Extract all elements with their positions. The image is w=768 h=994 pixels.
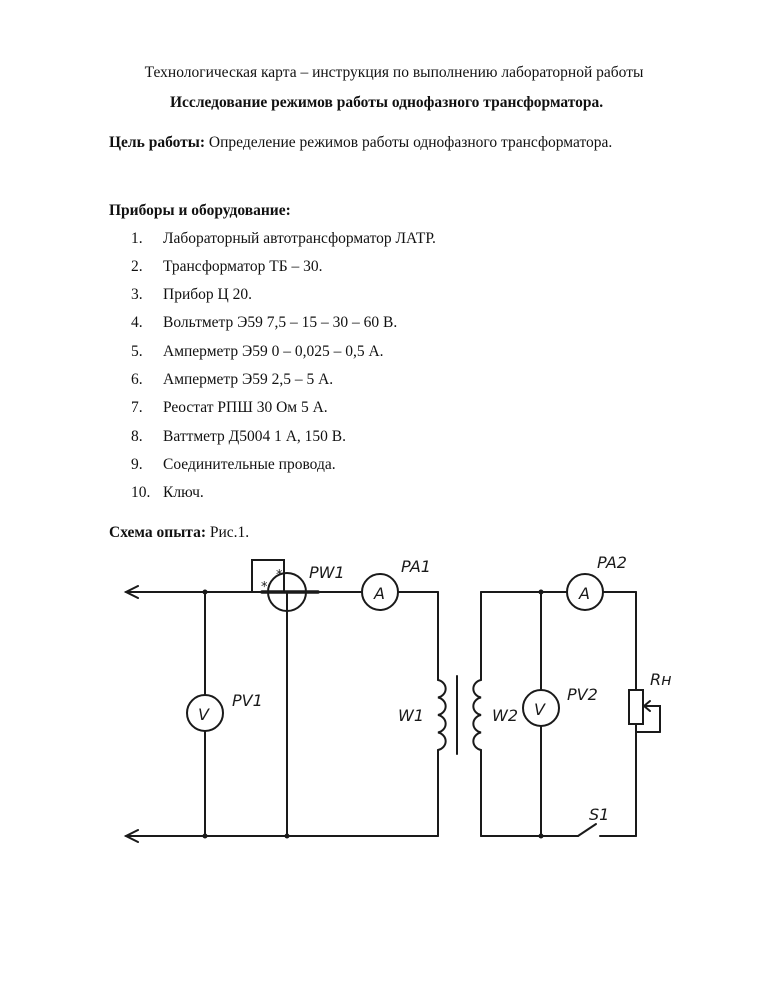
- list-item: [131, 428, 346, 446]
- goal-label: Цель работы:: [109, 134, 206, 151]
- w2-label: W2: [492, 706, 518, 725]
- list-item: [131, 258, 323, 276]
- list-item-number: 8.: [131, 428, 143, 445]
- list-item-text: Ключ.: [163, 484, 204, 501]
- pa2-label: PA2: [597, 553, 627, 572]
- w1-label: W1: [398, 706, 424, 725]
- s1-label: S1: [589, 805, 610, 824]
- primary-coil-w1: [438, 680, 446, 750]
- junction-dot: [203, 590, 208, 595]
- document-title: Технологическая карта – инструкция по выполнению лабораторной работы: [144, 64, 644, 81]
- list-item-text: Амперметр Э59 0 – 0,025 – 0,5 А.: [163, 343, 384, 360]
- switch-s1: [578, 824, 596, 836]
- list-item-text: Трансформатор ТБ – 30.: [163, 258, 323, 275]
- list-item: [131, 230, 436, 248]
- list-item: [131, 399, 328, 417]
- pv2-label: PV2: [567, 685, 598, 704]
- list-item-number: 6.: [131, 371, 143, 388]
- list-item-number: 10.: [131, 484, 151, 501]
- goal-line: [109, 134, 612, 152]
- list-item-text: Реостат РПШ 30 Ом 5 А.: [163, 399, 328, 416]
- work-subtitle: Исследование режимов работы однофазного трансформатора.: [170, 94, 604, 111]
- list-item-number: 5.: [131, 343, 143, 360]
- pv1-label: PV1: [232, 691, 263, 710]
- pv1-symbol: V: [198, 705, 209, 724]
- scheme-label: Схема опыта:: [109, 524, 207, 541]
- list-item: [131, 484, 204, 502]
- list-item-number: 3.: [131, 286, 143, 303]
- circuit-diagram: [0, 540, 768, 860]
- junction-dot: [285, 834, 290, 839]
- pa1-label: PA1: [401, 557, 431, 576]
- list-item-text: Вольтметр Э59 7,5 – 15 – 30 – 60 В.: [163, 314, 398, 331]
- rh-label: Rн: [650, 670, 672, 689]
- list-item-text: Прибор Ц 20.: [163, 286, 252, 303]
- wattmeter-star-top: *: [276, 568, 283, 583]
- list-item-text: Амперметр Э59 2,5 – 5 А.: [163, 371, 334, 388]
- scheme-text: Рис.1.: [206, 524, 250, 541]
- pa1-symbol: A: [374, 584, 385, 603]
- pa2-symbol: A: [579, 584, 590, 603]
- junction-dot: [203, 834, 208, 839]
- list-item: [131, 343, 384, 361]
- wattmeter-star-bottom: *: [261, 580, 268, 595]
- junction-dot: [539, 834, 544, 839]
- list-item: [131, 456, 336, 474]
- list-item-text: Лабораторный автотрансформатор ЛАТР.: [163, 230, 436, 247]
- list-item: [131, 314, 397, 332]
- rheostat-rh: [629, 690, 643, 724]
- list-item-number: 2.: [131, 258, 143, 275]
- pw1-label: PW1: [309, 563, 345, 582]
- list-item: [131, 371, 333, 389]
- list-item: [131, 286, 252, 304]
- junction-dot: [539, 590, 544, 595]
- equipment-heading: Приборы и оборудование:: [109, 202, 291, 219]
- list-item-text: Ваттметр Д5004 1 А, 150 В.: [163, 428, 346, 445]
- list-item-number: 7.: [131, 399, 143, 416]
- goal-text: Определение режимов работы однофазного трансформатора.: [205, 134, 613, 151]
- list-item-number: 1.: [131, 230, 143, 247]
- pv2-symbol: V: [534, 700, 545, 719]
- secondary-coil-w2: [473, 680, 481, 750]
- list-item-text: Соединительные провода.: [163, 456, 336, 473]
- list-item-number: 4.: [131, 314, 143, 331]
- list-item-number: 9.: [131, 456, 143, 473]
